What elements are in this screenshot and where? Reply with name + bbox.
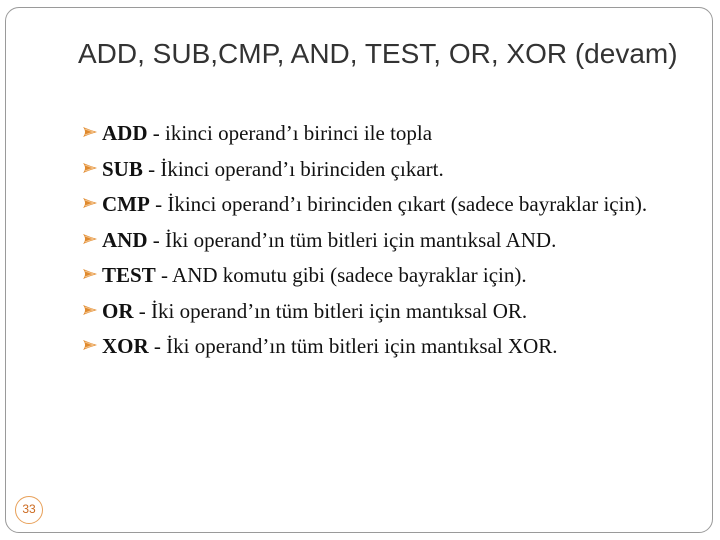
bullet-item-and (78, 227, 698, 253)
page-number-badge: 33 (15, 496, 43, 524)
orange-arrow-bullet-icon (82, 338, 98, 352)
bullet-keyword: ADD (102, 121, 148, 145)
slide-title: ADD, SUB,CMP, AND, TEST, OR, XOR (devam) (78, 38, 678, 69)
bullet-keyword: AND (102, 227, 148, 252)
bullet-text: - İki operand’ın tüm bitleri için mantıksal XOR. (148, 334, 558, 358)
bullet-text: - AND komutu gibi (sadece bayraklar için). (155, 263, 527, 287)
slide (5, 7, 713, 533)
bullet-keyword: XOR (102, 334, 149, 358)
bullet-item-xor (78, 333, 698, 359)
orange-arrow-bullet-icon (82, 161, 98, 175)
bullet-list (78, 120, 698, 369)
orange-arrow-bullet-icon (82, 196, 98, 210)
bullet-keyword: SUB (102, 156, 143, 181)
bullet-text: - İkinci operand’ı birinciden çıkart. (142, 156, 444, 181)
bullet-item-cmp (78, 191, 698, 217)
bullet-keyword: TEST (102, 263, 156, 287)
orange-arrow-bullet-icon (82, 303, 98, 317)
bullet-keyword: OR (102, 298, 134, 323)
bullet-text: - İkinci operand’ı birinciden çıkart (sadece bayraklar için). (149, 192, 648, 216)
bullet-text: - ikinci operand’ı birinci ile topla (147, 121, 433, 145)
bullet-keyword: CMP (102, 192, 150, 216)
bullet-item-or (78, 298, 698, 324)
bullet-item-sub (78, 156, 698, 182)
orange-arrow-bullet-icon (82, 125, 98, 139)
orange-arrow-bullet-icon (82, 267, 98, 281)
bullet-item-add (78, 120, 698, 146)
bullet-item-test (78, 262, 698, 288)
orange-arrow-bullet-icon (82, 232, 98, 246)
bullet-text: - İki operand’ın tüm bitleri için mantıksal AND. (147, 227, 557, 252)
bullet-text: - İki operand’ın tüm bitleri için mantıksal OR. (133, 298, 528, 323)
